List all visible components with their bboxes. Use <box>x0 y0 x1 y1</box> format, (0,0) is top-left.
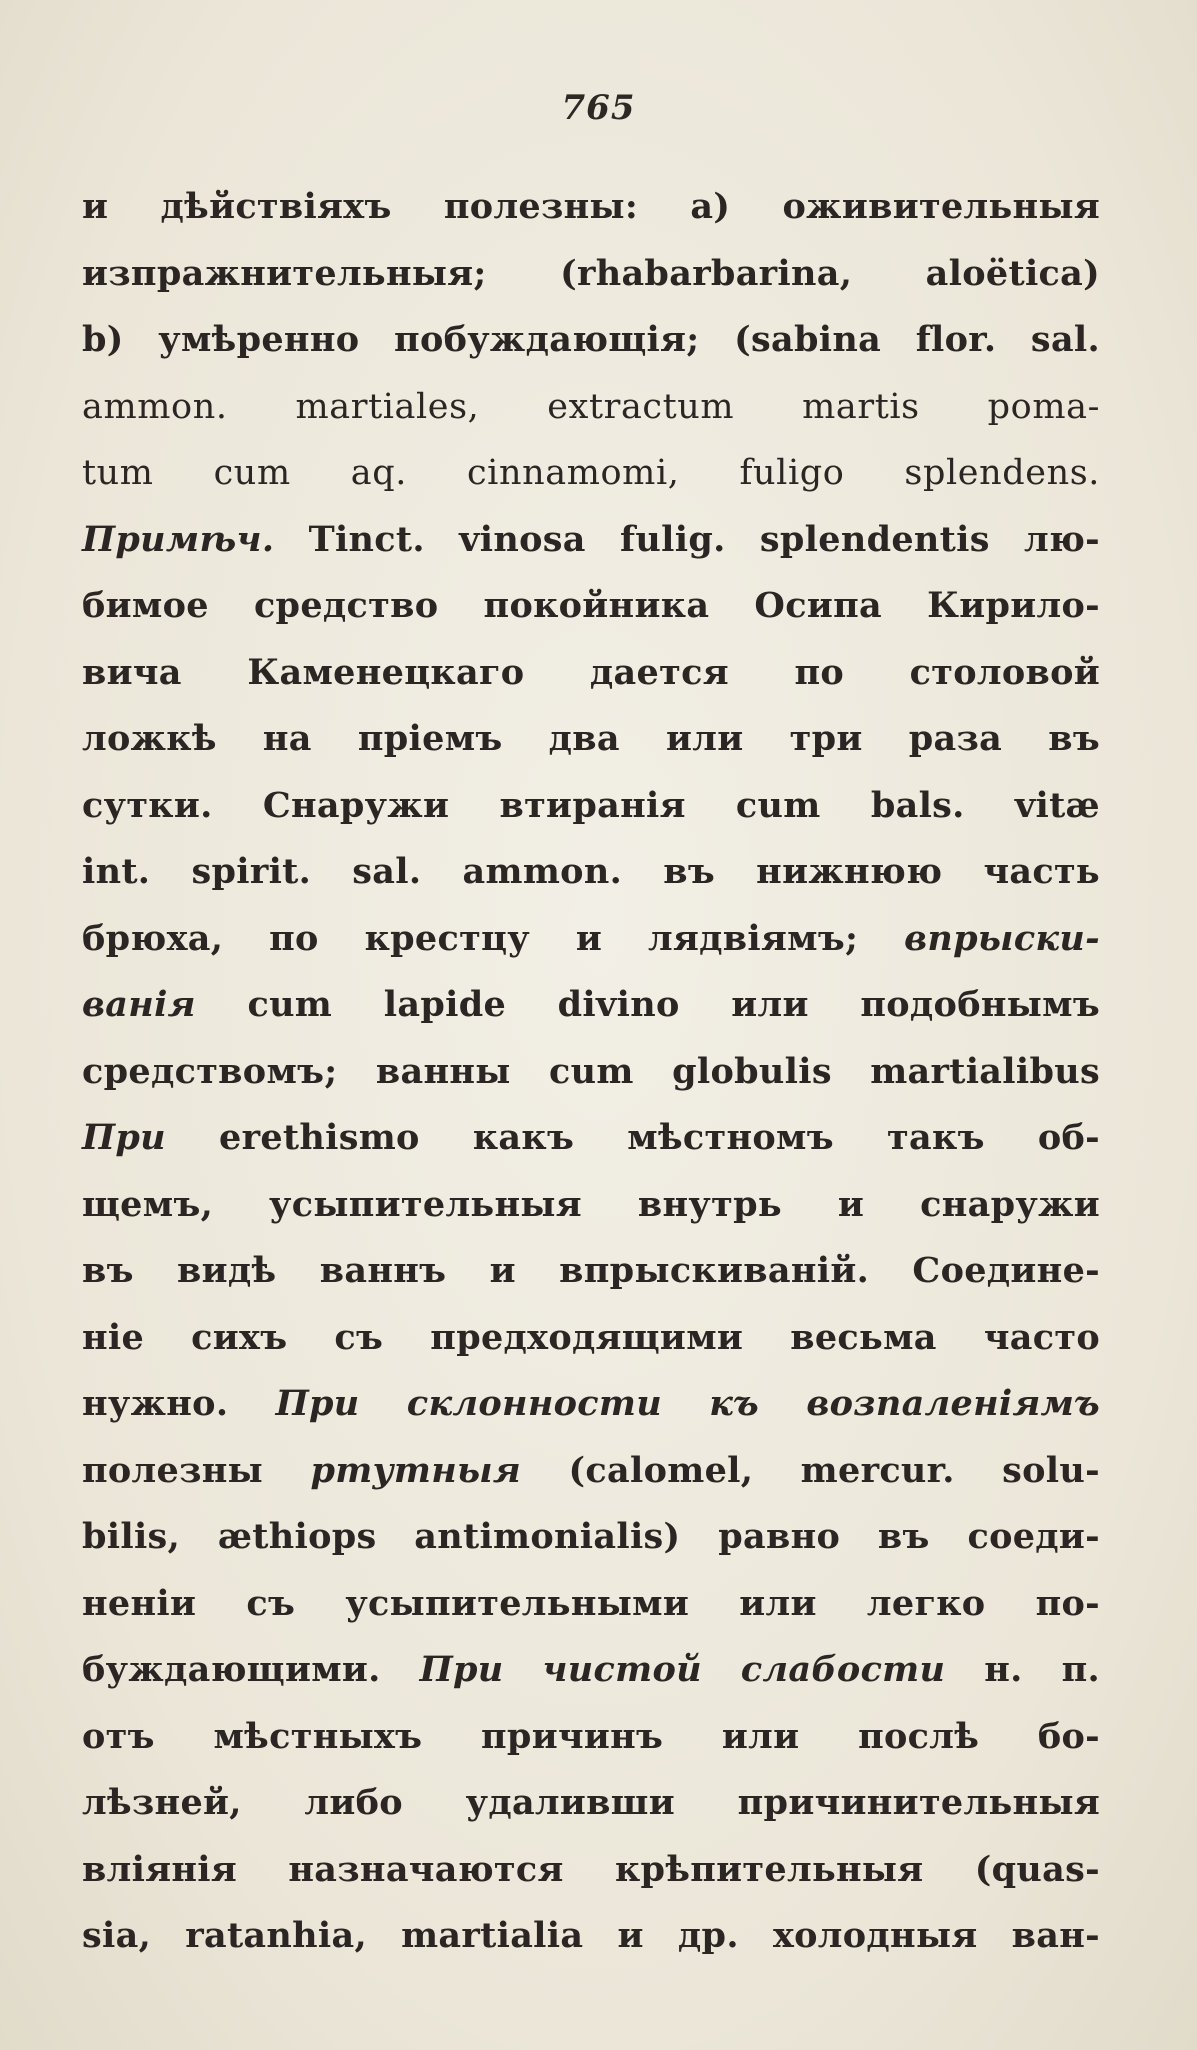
italic-phrase: Примѣч. <box>82 518 275 560</box>
text-segment: ammon. martiales, extractum martis poma- <box>82 386 1100 427</box>
text-segment: сутки. Снаружи втиранія cum bals. vitæ <box>82 784 1100 826</box>
text-line <box>82 241 1100 308</box>
text-line <box>82 307 1100 374</box>
text-line <box>82 573 1100 640</box>
text-line <box>82 1903 1100 1970</box>
text-segment: cum lapide divino или подобнымъ <box>195 984 1100 1025</box>
text-segment: лѣзней, либо удаливши причинительныя <box>82 1782 1100 1823</box>
text-line <box>82 1837 1100 1904</box>
text-line <box>82 1371 1100 1438</box>
text-segment: ніе сихъ съ предходящими весьма часто <box>82 1316 1100 1358</box>
text-line <box>82 507 1100 574</box>
text-segment: erethismo какъ мѣстномъ такъ об- <box>165 1117 1100 1158</box>
text-line <box>82 1770 1100 1837</box>
text-segment: ложкѣ на пріемъ два или три раза въ <box>82 718 1100 759</box>
text-segment: полезны <box>82 1449 311 1491</box>
text-segment: нужно. <box>82 1383 276 1424</box>
text-segment: отъ мѣстныхъ причинъ или послѣ бо- <box>82 1715 1100 1757</box>
text-segment: буждающими. <box>82 1649 420 1690</box>
text-segment: средствомъ; ванны cum globulis martialibus <box>82 1050 1100 1092</box>
text-line <box>82 839 1100 906</box>
italic-phrase: впрыски- <box>904 917 1100 959</box>
text-segment: брюха, по крестцу и лядвіямъ; <box>82 917 905 959</box>
text-line <box>82 1105 1100 1172</box>
text-line <box>82 972 1100 1039</box>
text-line <box>82 174 1100 241</box>
text-segment: Tinct. vinosa fulig. splendentis лю- <box>274 518 1100 560</box>
text-segment: b) умѣренно побуждающія; (sabina flor. sal. <box>82 319 1100 360</box>
text-line <box>82 706 1100 773</box>
text-segment: н. п. <box>945 1649 1100 1690</box>
text-line <box>82 1039 1100 1106</box>
text-line <box>82 1172 1100 1239</box>
text-segment: и дѣйствіяхъ полезны: а) оживительныя <box>82 186 1100 227</box>
italic-phrase: ванія <box>82 984 196 1025</box>
text-line <box>82 440 1100 507</box>
text-line <box>82 1504 1100 1571</box>
text-line <box>82 1438 1100 1505</box>
text-line <box>82 1704 1100 1771</box>
text-segment: щемъ, усыпительныя внутрь и снаружи <box>82 1183 1100 1225</box>
italic-phrase: При <box>82 1117 166 1158</box>
text-line <box>82 1305 1100 1372</box>
text-line <box>82 1238 1100 1305</box>
text-line <box>82 374 1100 441</box>
text-line <box>82 1637 1100 1704</box>
italic-phrase: ртутныя <box>310 1449 522 1491</box>
text-segment: неніи съ усыпительными или легко по- <box>82 1582 1100 1624</box>
text-line <box>82 906 1100 973</box>
page-number: 765 <box>561 88 636 128</box>
text-line <box>82 773 1100 840</box>
text-segment: (calomel, mercur. solu- <box>521 1449 1100 1491</box>
text-segment: sia, ratanhia, martialia и др. холодныя ван- <box>82 1915 1100 1956</box>
text-segment: вича Каменецкаго дается по столовой <box>82 651 1100 693</box>
body-text <box>82 174 1100 1970</box>
text-segment: вліянія назначаются крѣпительныя (quas- <box>82 1848 1100 1890</box>
text-segment: бимое средство покойника Осипа Кирило- <box>82 585 1100 626</box>
italic-phrase: При чистой слабости <box>419 1649 946 1690</box>
text-line <box>82 1571 1100 1638</box>
text-line <box>82 640 1100 707</box>
italic-phrase: При склонности къ возпаленіямъ <box>275 1383 1101 1424</box>
text-segment: въ видѣ ваннъ и впрыскиваній. Соедине- <box>82 1250 1100 1291</box>
text-segment: tum cum aq. cinnamomi, fuligo splendens. <box>82 453 1100 493</box>
text-segment: int. spirit. sal. ammon. въ нижнюю часть <box>82 851 1100 892</box>
text-segment: bilis, æthiops antimonialis) равно въ соеди- <box>82 1516 1100 1557</box>
text-segment: изпражнительныя; (rhabarbarina, aloëtica) <box>82 252 1100 294</box>
